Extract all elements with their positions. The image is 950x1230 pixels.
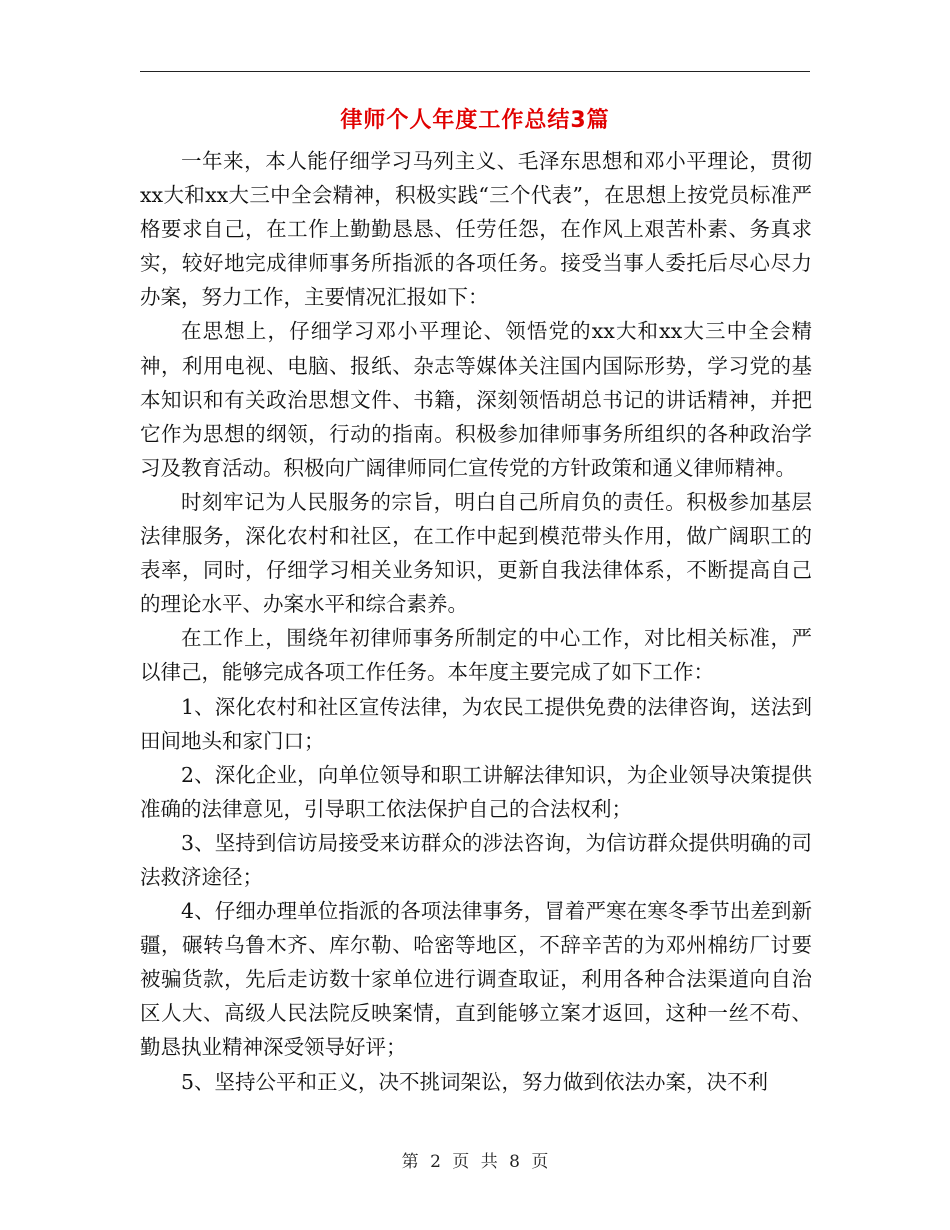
header-rule — [140, 71, 810, 72]
list-item-5: 5、坚持公平和正义，决不挑词架讼，努力做到依法办案，决不利 — [181, 1069, 769, 1094]
paragraph-intro: 一年来，本人能仔细学习马列主义、毛泽东思想和邓小平理论，贯彻xx大和xx大三中全会精神，积极实践“三个代表”，在思想上按党员标准严格要求自己，在工作上勤勤恳恳、任劳任怨，在作风上艰苦朴素、务真求实，较好地完成律师事务所指派的各项任务。接受当事人委托后尽心尽力办案，努力工作，主要情况汇报如下： — [140, 149, 812, 310]
page-number: 第 2 页 共 8 页 — [401, 1152, 549, 1172]
list-item-1: 1、深化农村和社区宣传法律，为农民工提供免费的法律咨询，送法到田间地头和家门口； — [140, 694, 812, 753]
list-item-4: 4、仔细办理单位指派的各项法律事务，冒着严寒在寒冬季节出差到新疆，碾转乌鲁木齐、库尔勒、哈密等地区，不辞辛苦的为邓州棉纺厂讨要被骗货款，先后走访数十家单位进行调查取证，利用各种合法渠道向自治区人大、高级人民法院反映案情，直到能够立案才返回，这种一丝不苟、勤恳执业精神深受领导好评； — [140, 899, 812, 1060]
list-item-3: 3、坚持到信访局接受来访群众的涉法咨询，为信访群众提供明确的司法救济途径； — [140, 830, 812, 889]
paragraph-thought: 在思想上，仔细学习邓小平理论、领悟党的xx大和xx大三中全会精神，利用电视、电脑、报纸、杂志等媒体关注国内国际形势，学习党的基本知识和有关政治思想文件、书籍，深刻领悟胡总书记的讲话精神，并把它作为思想的纲领，行动的指南。积极参加律师事务所组织的各种政治学习及教育活动。积极向广阔律师同仁宣传党的方针政策和通义律师精神。 — [140, 319, 812, 480]
document-title: 律师个人年度工作总结3篇 — [340, 108, 610, 133]
list-item-2: 2、深化企业，向单位领导和职工讲解法律知识，为企业领导决策提供准确的法律意见，引导职工依法保护自己的合法权利； — [140, 762, 812, 821]
paragraph-work: 在工作上，围绕年初律师事务所制定的中心工作，对比相关标准，严以律己，能够完成各项工作任务。本年度主要完成了如下工作： — [140, 626, 812, 685]
paragraph-service: 时刻牢记为人民服务的宗旨，明白自己所肩负的责任。积极参加基层法律服务，深化农村和社区，在工作中起到模范带头作用，做广阔职工的表率，同时，仔细学习相关业务知识，更新自我法律体系，不断提高自己的理论水平、办案水平和综合素养。 — [140, 489, 812, 617]
document-body — [140, 144, 812, 1099]
